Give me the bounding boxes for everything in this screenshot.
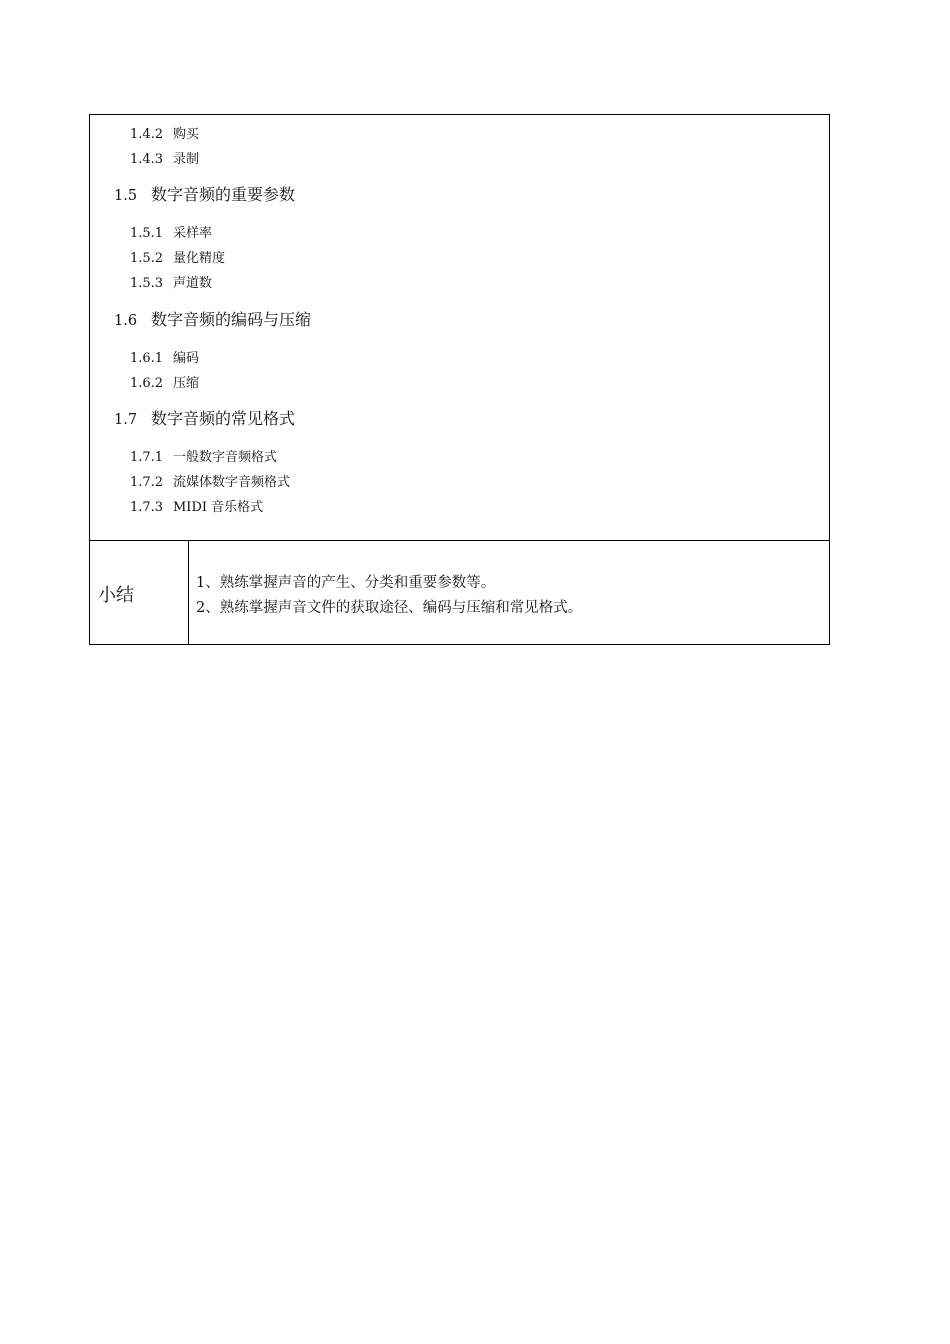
item-number: 1.7.2 <box>130 475 164 490</box>
outline-section-1-5 <box>114 182 295 205</box>
summary-label-cell <box>90 541 189 644</box>
section-title: 数字音频的编码与压缩 <box>151 310 312 329</box>
item-title: MIDI 音乐格式 <box>173 500 264 515</box>
outline-item-1-5-1 <box>130 222 212 241</box>
item-number: 1.5.2 <box>130 251 164 266</box>
item-number: 1.7.1 <box>130 450 164 465</box>
item-number: 1.5.1 <box>130 226 164 241</box>
section-number: 1.6 <box>114 313 138 329</box>
item-title: 量化精度 <box>173 251 226 266</box>
section-number: 1.7 <box>114 412 138 428</box>
item-number: 1.6.2 <box>130 376 164 391</box>
outline-item-1-7-2 <box>130 471 290 490</box>
item-title: 压缩 <box>173 376 200 391</box>
item-title: 声道数 <box>173 276 213 291</box>
outline-section-1-6 <box>114 307 311 330</box>
item-title: 编码 <box>173 351 200 366</box>
item-number: 1.5.3 <box>130 276 164 291</box>
outline-item-1-5-2 <box>130 247 225 266</box>
item-title: 购买 <box>173 127 200 142</box>
summary-line-2: 2、熟练掌握声音文件的获取途径、编码与压缩和常见格式。 <box>196 600 583 616</box>
outline-item-1-7-1 <box>130 446 277 465</box>
outline-item-1-7-3 <box>130 496 263 515</box>
item-number: 1.4.2 <box>130 127 164 142</box>
outline-item-1-5-3 <box>130 272 212 291</box>
outline-item-1-4-3 <box>130 148 199 167</box>
summary-label: 小结 <box>98 585 134 606</box>
lesson-table <box>89 114 830 645</box>
outline-item-1-6-2 <box>130 372 199 391</box>
item-title: 采样率 <box>173 226 213 241</box>
item-number: 1.7.3 <box>130 500 164 515</box>
item-title: 一般数字音频格式 <box>173 450 278 465</box>
outline-item-1-4-2 <box>130 123 199 142</box>
summary-row <box>90 541 829 644</box>
section-number: 1.5 <box>114 188 138 204</box>
summary-line-1: 1、熟练掌握声音的产生、分类和重要参数等。 <box>196 575 496 591</box>
section-title: 数字音频的重要参数 <box>151 185 296 204</box>
outline-item-1-6-1 <box>130 347 199 366</box>
outline-section-1-7 <box>114 406 295 429</box>
item-number: 1.4.3 <box>130 152 164 167</box>
item-title: 流媒体数字音频格式 <box>173 475 291 490</box>
item-number: 1.6.1 <box>130 351 164 366</box>
item-title: 录制 <box>173 152 200 167</box>
summary-body <box>196 571 582 621</box>
outline-cell <box>90 115 829 541</box>
section-title: 数字音频的常见格式 <box>151 409 296 428</box>
